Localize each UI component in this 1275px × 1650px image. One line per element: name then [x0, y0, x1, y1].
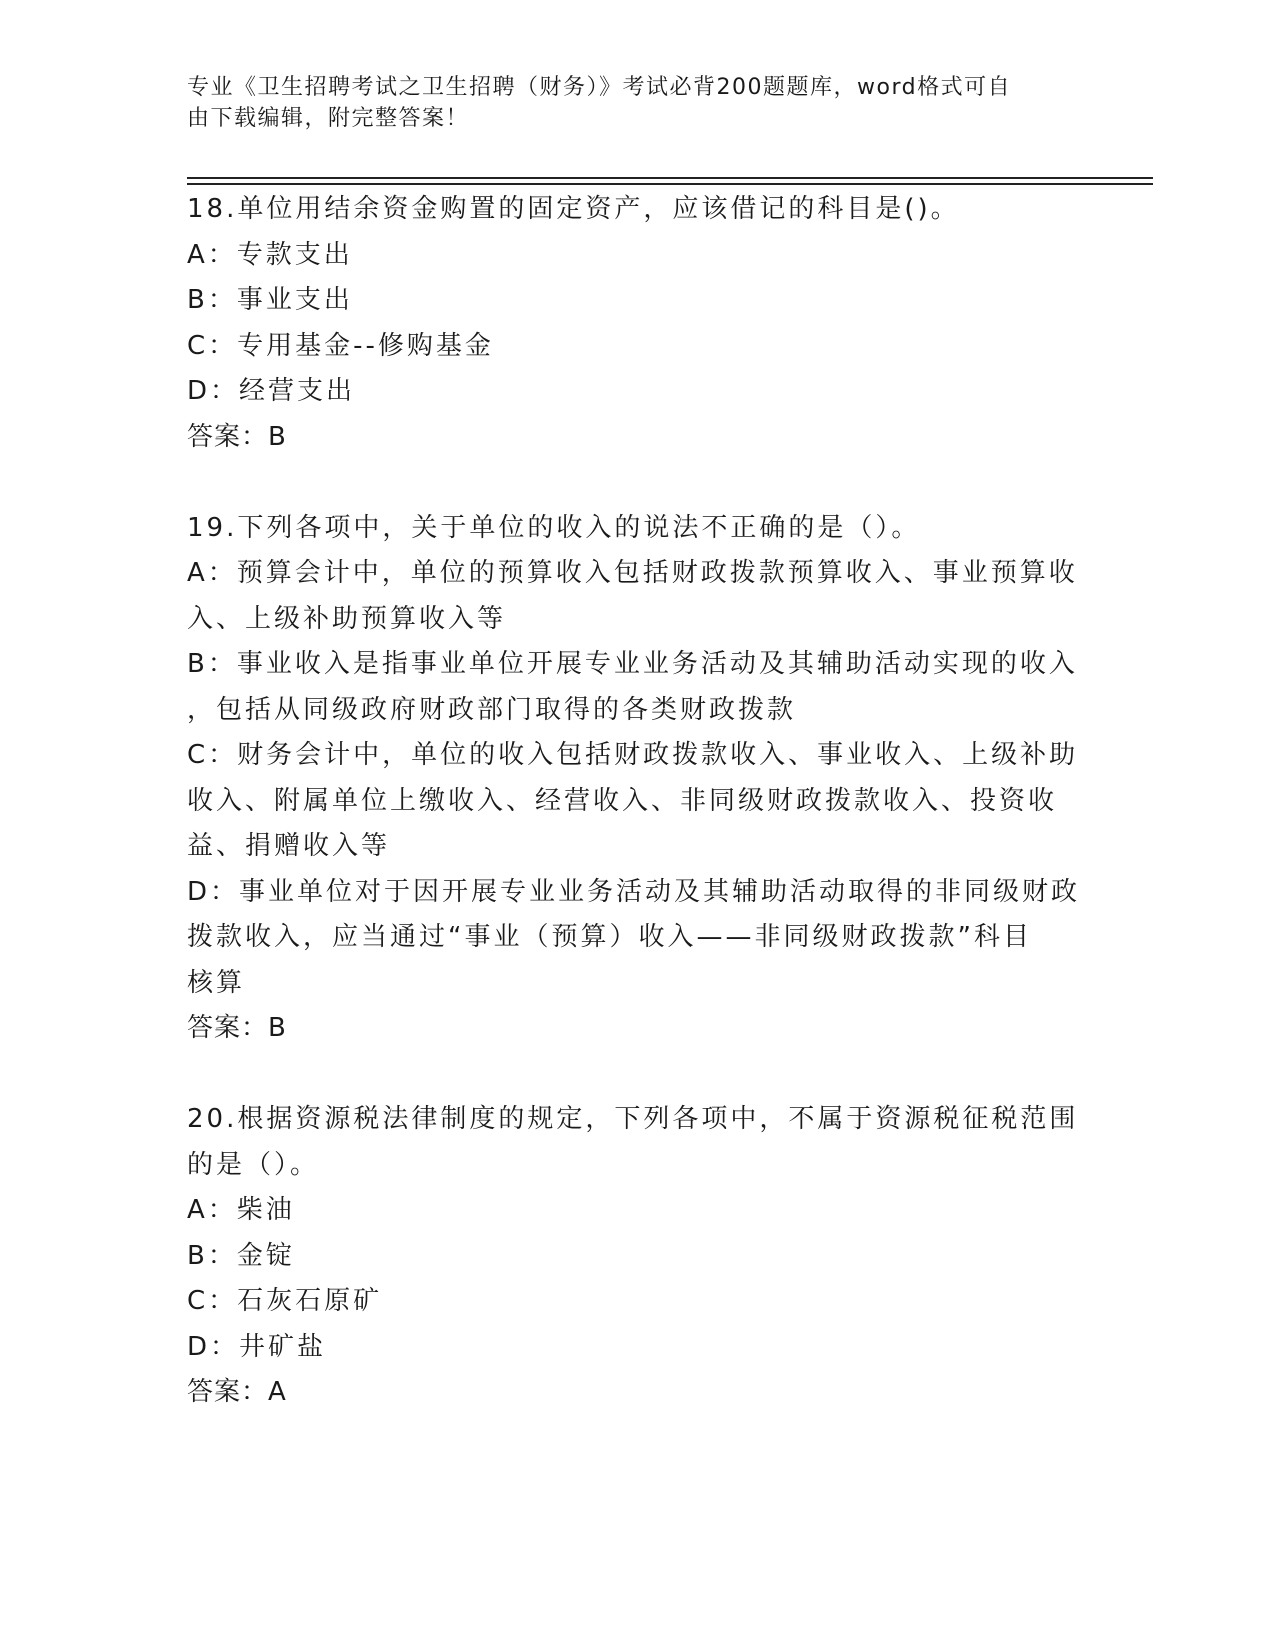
question-stem: 的是（）。 — [187, 1149, 320, 1180]
option-d: D：经营支出 — [187, 376, 356, 406]
question-spacer — [187, 460, 1087, 506]
option-b — [187, 642, 1087, 733]
header-divider-bottom — [187, 183, 1153, 185]
option-a: A：专款支出 — [187, 239, 353, 270]
option-b: B：事业支出 — [187, 285, 353, 315]
question-18 — [187, 187, 1087, 460]
header-divider-top — [187, 177, 1153, 179]
option-text: 入、上级补助预算收入等 — [187, 603, 507, 634]
document-header — [187, 72, 1067, 134]
option-text: 核算 — [187, 967, 246, 998]
answer-line: 答案：B — [187, 421, 287, 452]
answer-line: 答案：B — [187, 1013, 287, 1043]
option-text: ，包括从同级政府财政部门取得的各类财政拨款 — [187, 694, 797, 725]
option-c — [187, 733, 1087, 870]
option-text: D：事业单位对于因开展专业业务活动及其辅助活动取得的非同级财政 — [187, 876, 1081, 907]
question-20 — [187, 1097, 1087, 1416]
question-list — [187, 187, 1087, 1416]
option-text: 收入、附属单位上缴收入、经营收入、非同级财政拨款收入、投资收 — [187, 785, 1058, 816]
option-c: C：专用基金--修购基金 — [187, 330, 494, 361]
answer-line: 答案：A — [187, 1377, 287, 1407]
option-text: C：财务会计中，单位的收入包括财政拨款收入、事业收入、上级补助 — [187, 740, 1079, 770]
header-line: 由下载编辑，附完整答案！ — [187, 106, 470, 131]
option-text: 拨款收入，应当通过“事业（预算）收入——非同级财政拨款”科目 — [187, 922, 1032, 952]
question-stem: 18.单位用结余资金购置的固定资产，应该借记的科目是()。 — [187, 194, 960, 224]
question-stem: 20.根据资源税法律制度的规定，下列各项中，不属于资源税征税范围 — [187, 1104, 1079, 1134]
option-d — [187, 870, 1087, 1007]
option-d: D：井矿盐 — [187, 1331, 327, 1362]
question-19 — [187, 506, 1087, 1052]
option-a: A：柴油 — [187, 1195, 295, 1225]
option-a — [187, 551, 1087, 642]
option-text: B：事业收入是指事业单位开展专业业务活动及其辅助活动实现的收入 — [187, 649, 1078, 679]
option-c: C：石灰石原矿 — [187, 1286, 383, 1316]
question-spacer — [187, 1052, 1087, 1098]
question-stem: 19.下列各项中，关于单位的收入的说法不正确的是（）。 — [187, 512, 921, 543]
header-line: 专业《卫生招聘考试之卫生招聘（财务）》考试必背200题题库，word格式可自 — [187, 75, 1012, 100]
option-text: 益、捐赠收入等 — [187, 831, 391, 861]
option-b: B：金锭 — [187, 1240, 295, 1271]
option-text: A：预算会计中，单位的预算收入包括财政拨款预算收入、事业预算收 — [187, 558, 1078, 588]
